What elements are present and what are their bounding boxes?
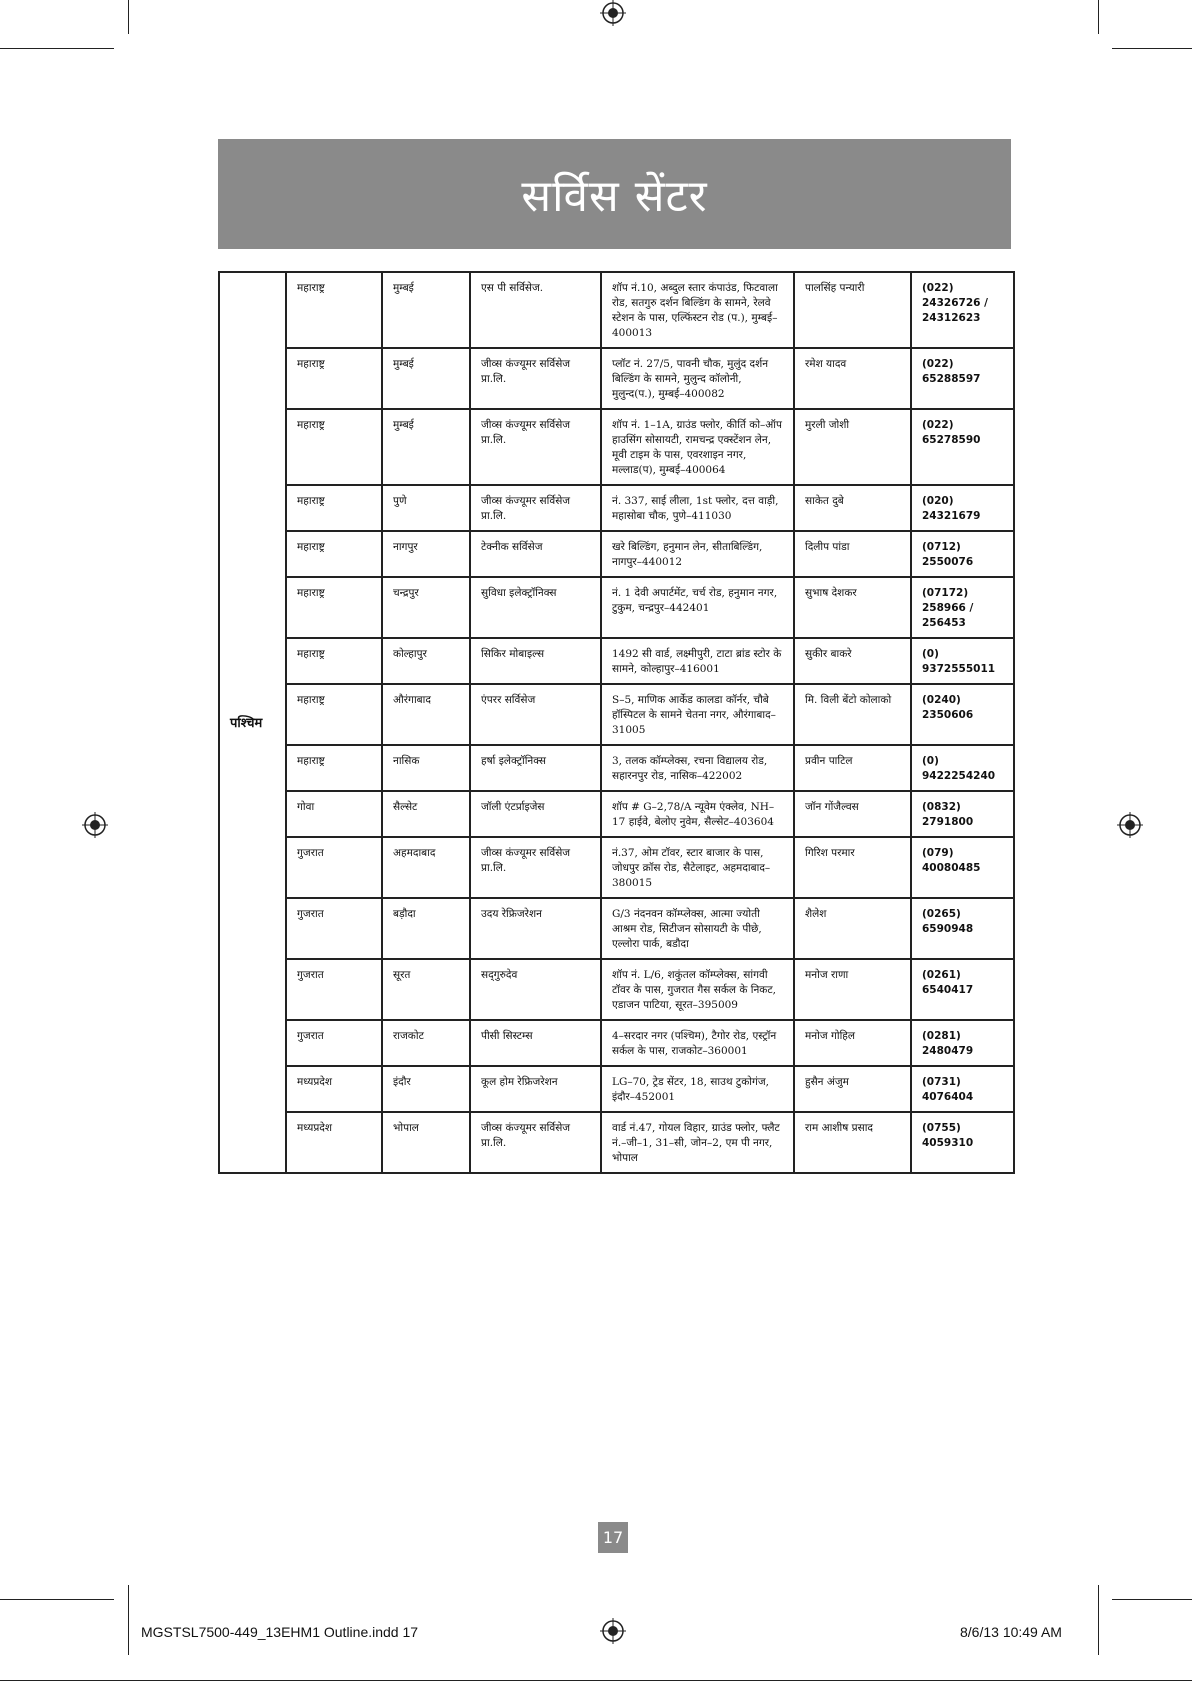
center-cell: कूल होम रेफ्रिजरेशन bbox=[470, 1066, 601, 1112]
center-cell: पीसी सिस्टम्स bbox=[470, 1020, 601, 1066]
center-cell: एंपरर सर्विसेज bbox=[470, 684, 601, 745]
page-header bbox=[218, 139, 1011, 249]
city-cell: औरंगाबाद bbox=[382, 684, 470, 745]
phone-cell: (0) 9372555011 bbox=[911, 638, 1014, 684]
contact-cell: राम आशीष प्रसाद bbox=[794, 1112, 911, 1173]
address-cell: शॉप # G–2,78/A न्यूवेम एंक्लेव, NH–17 हाईवे, बेलोए नुवेम, सैल्सेट–403604 bbox=[601, 791, 794, 837]
state-cell: गुजरात bbox=[286, 898, 382, 959]
state-cell: महाराष्ट्र bbox=[286, 684, 382, 745]
registration-mark-icon bbox=[600, 0, 626, 26]
center-cell: जीव्स कंज्यूमर सर्विसेज प्रा.लि. bbox=[470, 1112, 601, 1173]
contact-cell: जॉन गोंजैल्वस bbox=[794, 791, 911, 837]
city-cell: चन्द्रपुर bbox=[382, 577, 470, 638]
table-row bbox=[219, 684, 1014, 745]
table-row bbox=[219, 531, 1014, 577]
address-cell: नं. 337, साई लीला, 1st फ्लोर, दत्त वाड़ी, महासोबा चौक, पुणे–411030 bbox=[601, 485, 794, 531]
contact-cell: शैलेश bbox=[794, 898, 911, 959]
crop-mark bbox=[0, 48, 114, 49]
address-cell: 3, तलक कॉम्प्लेक्स, रचना विद्यालय रोड, सहारनपुर रोड, नासिक–422002 bbox=[601, 745, 794, 791]
crop-mark bbox=[1112, 48, 1192, 49]
phone-cell: (0261) 6540417 bbox=[911, 959, 1014, 1020]
phone-cell: (0731) 4076404 bbox=[911, 1066, 1014, 1112]
city-cell: पुणे bbox=[382, 485, 470, 531]
table-row bbox=[219, 1066, 1014, 1112]
center-cell: सिकिर मोबाइल्स bbox=[470, 638, 601, 684]
contact-cell: गिरिश परमार bbox=[794, 837, 911, 898]
city-cell: इंदौर bbox=[382, 1066, 470, 1112]
contact-cell: रमेश यादव bbox=[794, 348, 911, 409]
address-cell: शॉप नं. 1–1A, ग्राउंड फ्लोर, कीर्ति को–ऑप हाउसिंग सोसायटी, रामचन्द्र एक्स्टेंशन लेन, मूवी टाइम के पास, एवरशाइन नगर, मल्लाड(प), मुम्बई–400064 bbox=[601, 409, 794, 485]
table-row bbox=[219, 1020, 1014, 1066]
phone-cell: (0832) 2791800 bbox=[911, 791, 1014, 837]
state-cell: महाराष्ट्र bbox=[286, 348, 382, 409]
city-cell: बड़ौदा bbox=[382, 898, 470, 959]
phone-cell: (0) 9422254240 bbox=[911, 745, 1014, 791]
city-cell: नागपुर bbox=[382, 531, 470, 577]
state-cell: महाराष्ट्र bbox=[286, 485, 382, 531]
contact-cell: सुकीर बाकरे bbox=[794, 638, 911, 684]
footer-datetime: 8/6/13 10:49 AM bbox=[960, 1624, 1062, 1640]
phone-cell: (079) 40080485 bbox=[911, 837, 1014, 898]
crop-mark bbox=[1098, 0, 1099, 34]
table-row bbox=[219, 272, 1014, 348]
city-cell: कोल्हापुर bbox=[382, 638, 470, 684]
city-cell: राजकोट bbox=[382, 1020, 470, 1066]
registration-mark-icon bbox=[1117, 812, 1143, 838]
contact-cell: सुभाष देशकर bbox=[794, 577, 911, 638]
state-cell: गोवा bbox=[286, 791, 382, 837]
state-cell: मध्यप्रदेश bbox=[286, 1112, 382, 1173]
city-cell: मुम्बई bbox=[382, 272, 470, 348]
bottom-rule bbox=[0, 1680, 1192, 1681]
state-cell: महाराष्ट्र bbox=[286, 409, 382, 485]
table-row bbox=[219, 745, 1014, 791]
crop-mark bbox=[0, 1599, 114, 1600]
state-cell: गुजरात bbox=[286, 837, 382, 898]
center-cell: उदय रेफ्रिजरेशन bbox=[470, 898, 601, 959]
phone-cell: (022) 65288597 bbox=[911, 348, 1014, 409]
registration-mark-icon bbox=[82, 812, 108, 838]
address-cell: खरे बिल्डिंग, हनुमान लेन, सीताबिल्डिंग, नागपुर–440012 bbox=[601, 531, 794, 577]
contact-cell: मुरली जोशी bbox=[794, 409, 911, 485]
phone-cell: (0281) 2480479 bbox=[911, 1020, 1014, 1066]
center-cell: जॉली एंटर्प्राइजेस bbox=[470, 791, 601, 837]
address-cell: LG–70, ट्रेड सेंटर, 18, साउथ टुकोगंज, इंदौर–452001 bbox=[601, 1066, 794, 1112]
address-cell: G/3 नंदनवन कॉम्प्लेक्स, आत्मा ज्योती आश्रम रोड, सिटीजन सोसायटी के पीछे, एल्लोरा पार्क, बडौदा bbox=[601, 898, 794, 959]
city-cell: मुम्बई bbox=[382, 348, 470, 409]
city-cell: भोपाल bbox=[382, 1112, 470, 1173]
address-cell: नं. 1 देवी अपार्टमेंट, चर्च रोड, हनुमान नगर, टुकुम, चन्द्रपुर–442401 bbox=[601, 577, 794, 638]
center-cell: जीव्स कंज्यूमर सर्विसेज प्रा.लि. bbox=[470, 348, 601, 409]
address-cell: प्लॉट नं. 27/5, पावनी चौक, मुलुंद दर्शन बिल्डिंग के सामने, मुलुन्द कॉलोनी, मुलुन्द(प.), मुम्बई–400082 bbox=[601, 348, 794, 409]
state-cell: महाराष्ट्र bbox=[286, 745, 382, 791]
center-cell: हर्षा इलेक्ट्रॉनिक्स bbox=[470, 745, 601, 791]
contact-cell: दिलीप पांडा bbox=[794, 531, 911, 577]
phone-cell: (0240) 2350606 bbox=[911, 684, 1014, 745]
center-cell: टेक्नीक सर्विसेज bbox=[470, 531, 601, 577]
crop-mark bbox=[128, 0, 129, 34]
address-cell: S–5, माणिक आर्केड कालडा कॉर्नर, चौबे हॉस्पिटल के सामने चेतना नगर, औरंगाबाद–31005 bbox=[601, 684, 794, 745]
address-cell: शॉप नं.10, अब्दुल स्तार कंपाउंड, फिटवाला रोड, सतगुरु दर्शन बिल्डिंग के सामने, रेलवे स्टेशन के पास, एल्फिंस्टन रोड (प.), मुम्बई–400013 bbox=[601, 272, 794, 348]
table-row bbox=[219, 1112, 1014, 1173]
registration-mark-icon bbox=[600, 1618, 626, 1644]
state-cell: गुजरात bbox=[286, 959, 382, 1020]
table-row bbox=[219, 791, 1014, 837]
phone-cell: (022) 24326726 / 24312623 bbox=[911, 272, 1014, 348]
address-cell: 4–सरदार नगर (पश्चिम), टैगोर रोड, एस्ट्रॉन सर्कल के पास, राजकोट–360001 bbox=[601, 1020, 794, 1066]
table-row bbox=[219, 348, 1014, 409]
state-cell: महाराष्ट्र bbox=[286, 272, 382, 348]
crop-mark bbox=[1112, 1599, 1192, 1600]
crop-mark bbox=[1098, 1585, 1099, 1655]
contact-cell: पालसिंह पन्यारी bbox=[794, 272, 911, 348]
table-row bbox=[219, 898, 1014, 959]
phone-cell: (07172) 258966 / 256453 bbox=[911, 577, 1014, 638]
center-cell: जीव्स कंज्यूमर सर्विसेज प्रा.लि. bbox=[470, 409, 601, 485]
crop-mark bbox=[128, 1585, 129, 1655]
address-cell: नं.37, ओम टॉवर, स्टार बाजार के पास, जोधपुर क्रॉस रोड, सैटेलाइट, अहमदाबाद–380015 bbox=[601, 837, 794, 898]
page-number: 17 bbox=[598, 1522, 628, 1553]
city-cell: मुम्बई bbox=[382, 409, 470, 485]
state-cell: महाराष्ट्र bbox=[286, 531, 382, 577]
table-row bbox=[219, 577, 1014, 638]
contact-cell: हुसैन अंजुम bbox=[794, 1066, 911, 1112]
contact-cell: मनोज गोहिल bbox=[794, 1020, 911, 1066]
service-center-table bbox=[218, 271, 1015, 1174]
address-cell: वार्ड नं.47, गोयल विहार, ग्राउंड फ्लोर, फ्लैट नं.–जी–1, 31–सी, जोन–2, एम पी नगर, भोपाल bbox=[601, 1112, 794, 1173]
region-cell: पश्चिम bbox=[219, 272, 286, 1173]
center-cell: सद्‌गुरुदेव bbox=[470, 959, 601, 1020]
contact-cell: मनोज राणा bbox=[794, 959, 911, 1020]
state-cell: महाराष्ट्र bbox=[286, 638, 382, 684]
center-cell: एस पी सर्विसेज. bbox=[470, 272, 601, 348]
state-cell: गुजरात bbox=[286, 1020, 382, 1066]
phone-cell: (020) 24321679 bbox=[911, 485, 1014, 531]
center-cell: जीव्स कंज्यूमर सर्विसेज प्रा.लि. bbox=[470, 485, 601, 531]
city-cell: नासिक bbox=[382, 745, 470, 791]
state-cell: महाराष्ट्र bbox=[286, 577, 382, 638]
center-cell: जीव्स कंज्यूमर सर्विसेज प्रा.लि. bbox=[470, 837, 601, 898]
phone-cell: (022) 65278590 bbox=[911, 409, 1014, 485]
phone-cell: (0265) 6590948 bbox=[911, 898, 1014, 959]
contact-cell: साकेत दुबे bbox=[794, 485, 911, 531]
city-cell: अहमदाबाद bbox=[382, 837, 470, 898]
city-cell: सूरत bbox=[382, 959, 470, 1020]
table-row bbox=[219, 837, 1014, 898]
table-row bbox=[219, 409, 1014, 485]
city-cell: सैल्सेट bbox=[382, 791, 470, 837]
table-row bbox=[219, 485, 1014, 531]
contact-cell: प्रवीन पाटिल bbox=[794, 745, 911, 791]
address-cell: शॉप नं. L/6, शकुंतल कॉम्प्लेक्स, सांगवी टॉवर के पास, गुजरात गैस सर्कल के निकट, एडाजन पाटिया, सूरत–395009 bbox=[601, 959, 794, 1020]
address-cell: 1492 सी वार्ड, लक्ष्मीपुरी, टाटा ब्रांड स्टोर के सामने, कोल्हापुर–416001 bbox=[601, 638, 794, 684]
phone-cell: (0712) 2550076 bbox=[911, 531, 1014, 577]
table-row bbox=[219, 638, 1014, 684]
page-title: सर्विस सेंटर bbox=[521, 171, 708, 222]
table-row bbox=[219, 959, 1014, 1020]
state-cell: मध्यप्रदेश bbox=[286, 1066, 382, 1112]
footer-file-info: MGSTSL7500-449_13EHM1 Outline.indd 17 bbox=[141, 1624, 419, 1640]
contact-cell: मि. विली बेंटो कोलाको bbox=[794, 684, 911, 745]
phone-cell: (0755) 4059310 bbox=[911, 1112, 1014, 1173]
center-cell: सुविधा इलेक्ट्रॉनिक्स bbox=[470, 577, 601, 638]
